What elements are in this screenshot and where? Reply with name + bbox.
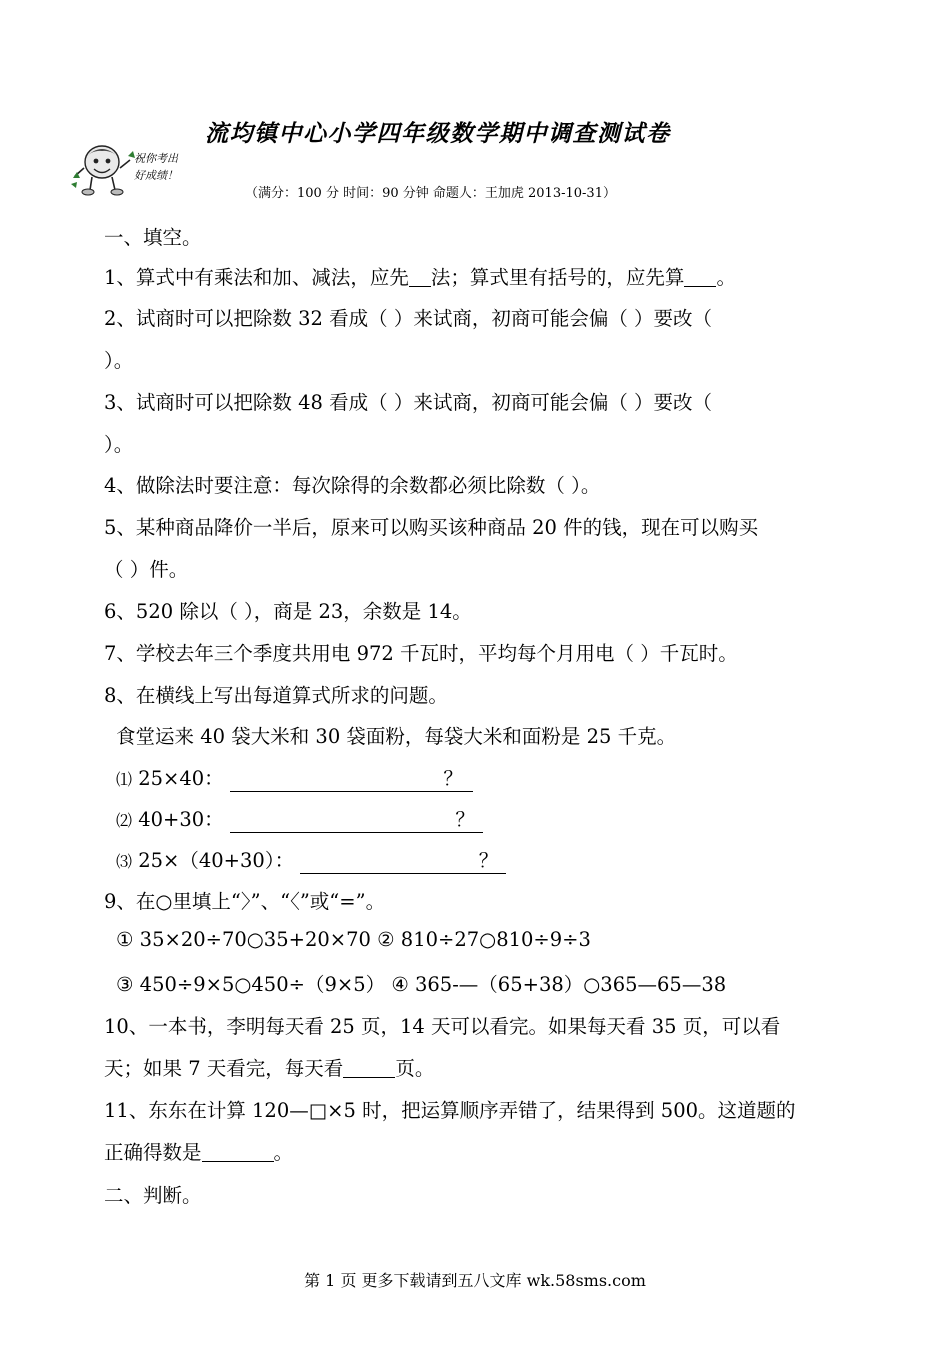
exam-info: （满分：100 分 时间：90 分钟 命题人：王加虎 2013-10-31）: [245, 186, 616, 201]
question-8-context: 食堂运来 40 袋大米和 30 袋面粉，每袋大米和面粉是 25 千克。: [116, 725, 677, 748]
question-4: 4、做除法时要注意：每次除得的余数都必须比除数（ ）。: [104, 474, 601, 497]
question-9-row-1: ① 35×20÷70○35+20×70 ② 810÷27○810÷9÷3: [116, 928, 591, 951]
question-5-line-1: 5、某种商品降价一半后，原来可以购买该种商品 20 件的钱，现在可以购买: [104, 516, 759, 539]
question-8: 8、在横线上写出每道算式所求的问题。: [104, 684, 448, 707]
question-1: [104, 262, 736, 290]
question-8-3: [116, 845, 506, 874]
question-11-line-1: 11、东东在计算 120—□×5 时，把运算顺序弄错了，结果得到 500。这道题的: [104, 1099, 796, 1122]
q8-3-answer-line[interactable]: [300, 845, 506, 874]
q8-3-question-mark: ？: [478, 849, 499, 872]
q8-2-label: ⑵: [116, 811, 133, 830]
question-6: 6、520 除以（ ），商是 23，余数是 14。: [104, 600, 472, 623]
q8-1-answer-line[interactable]: [230, 763, 473, 792]
q8-1-label: ⑴: [116, 770, 133, 789]
question-8-2: [116, 804, 483, 833]
question-8-1: [116, 763, 473, 792]
question-7: 7、学校去年三个季度共用电 972 千瓦时，平均每个月用电（ ）千瓦时。: [104, 642, 738, 665]
q1-blank-2[interactable]: [684, 266, 716, 287]
q8-1-question-mark: ？: [443, 767, 463, 790]
mascot-icon: [70, 138, 140, 198]
q8-3-expr: 25×（40+30）：: [138, 849, 295, 872]
question-3-line-1: 3、试商时可以把除数 48 看成（ ）来试商，初商可能会偏（ ）要改（: [104, 391, 713, 414]
section-heading-fill: 一、填空。: [104, 226, 202, 249]
q11-blank[interactable]: [202, 1141, 274, 1162]
page-footer: 第 1 页 更多下载请到五八文库 wk.58sms.com: [304, 1271, 646, 1290]
q8-3-label: ⑶: [116, 852, 133, 871]
section-heading-judge: 二、判断。: [104, 1184, 202, 1207]
question-10-line-1: 10、一本书，李明每天看 25 页，14 天可以看完。如果每天看 35 页，可以看: [104, 1015, 781, 1038]
q8-1-expr: 25×40：: [138, 767, 224, 790]
question-10-line-2: [104, 1053, 434, 1081]
q1-text-c: 。: [716, 266, 736, 289]
question-9-row-2: ③ 450÷9×5○450÷（9×5） ④ 365-—（65+38）○365—65—38: [116, 973, 727, 996]
q10-blank[interactable]: [343, 1057, 395, 1078]
question-2-line-2: ）。: [104, 349, 134, 372]
wish-line-2: 好成绩！: [134, 169, 178, 182]
question-3-line-2: ）。: [104, 433, 134, 456]
q1-blank-1[interactable]: [409, 266, 431, 287]
question-5-line-2: （ ）件。: [104, 558, 189, 581]
q10-text-a: 天；如果 7 天看完，每天看: [104, 1057, 344, 1080]
wish-line-1: 祝你考出: [134, 152, 178, 165]
q11-text-b: 。: [273, 1141, 294, 1164]
question-11-line-2: [104, 1137, 293, 1165]
q8-2-answer-line[interactable]: [230, 804, 483, 833]
wish-text: [134, 150, 178, 184]
q1-text-a: 1、算式中有乘法和加、减法，应先: [104, 266, 409, 289]
q8-2-question-mark: ？: [455, 808, 475, 831]
q1-text-b: 法；算式里有括号的，应先算: [430, 266, 685, 289]
page-title: 流均镇中心小学四年级数学期中调查测试卷: [205, 120, 671, 147]
q11-text-a: 正确得数是: [104, 1141, 202, 1164]
question-9: 9、在○里填上“〉”、“〈”或“=”。: [104, 890, 386, 913]
q10-text-b: 页。: [395, 1057, 435, 1080]
question-2-line-1: 2、试商时可以把除数 32 看成（ ）来试商，初商可能会偏（ ）要改（: [104, 307, 713, 330]
q8-2-expr: 40+30：: [138, 808, 224, 831]
